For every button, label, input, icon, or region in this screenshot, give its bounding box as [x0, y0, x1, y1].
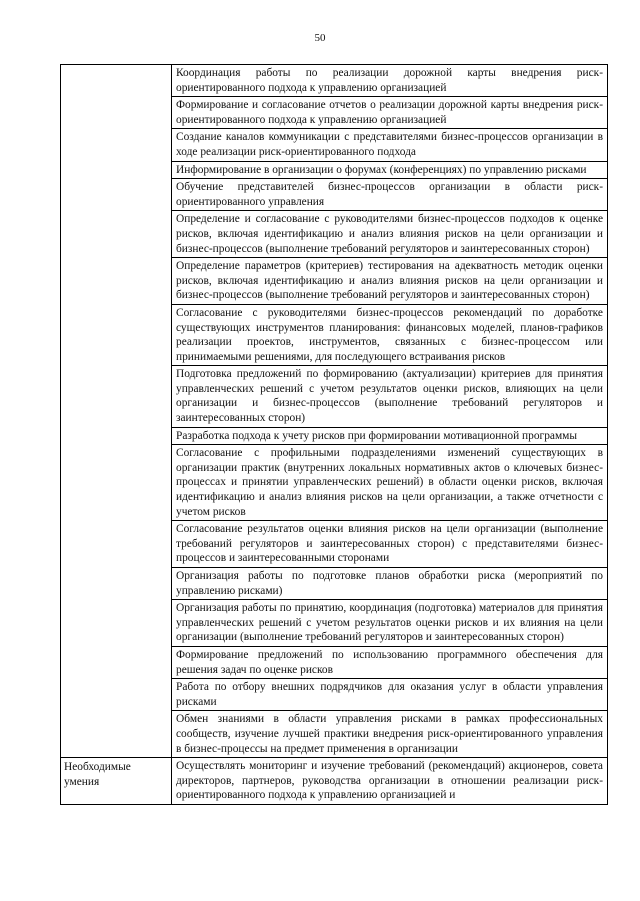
table-row [61, 65, 608, 758]
list-item: Организация работы по принятию, координация (подготовка) материалов для принятия управленческих решений с учетом результатов оценки рисков и их влияния на цели организации (выполнение требований регуляторов и заинтересованных сторон) [172, 600, 607, 647]
competency-table [60, 64, 608, 805]
list-item: Согласование с руководителями бизнес-процессов рекомендаций по доработке существующих инструментов планирования: финансовых моделей, планов-графиков реализации проектов, инструментов, связанных с бизнес-процессом или принимаемыми решениями, для последующего встраивания рисков [172, 305, 607, 366]
list-item: Подготовка предложений по формированию (актуализации) критериев для принятия управленческих решений с учетом результатов оценки рисков, влияющих на цели организации и бизнес-процессов (выполнение требований регуляторов и заинтересованных сторон) [172, 366, 607, 427]
list-item: Работа по отбору внешних подрядчиков для оказания услуг в области управления рисками [172, 679, 607, 711]
row-label-cell: Необходимые умения [61, 758, 172, 805]
list-item: Определение и согласование с руководителями бизнес-процессов подходов к оценке рисков, включая идентификацию и анализ влияния рисков на цели организации и бизнес-процессов (выполнение требований регуляторов и заинтересованных сторон) [172, 211, 607, 258]
row-items-cell [172, 758, 608, 805]
list-item: Согласование результатов оценки влияния рисков на цели организации (выполнение требований регуляторов и заинтересованных сторон) с представителями бизнес-процессов и заинтересованными сторонами [172, 521, 607, 568]
list-item: Формирование предложений по использованию программного обеспечения для решения задач по оценке рисков [172, 647, 607, 679]
table-body [61, 65, 608, 805]
list-item: Разработка подхода к учету рисков при формировании мотивационной программы [172, 428, 607, 446]
row-label-cell [61, 65, 172, 758]
list-item: Обмен знаниями в области управления рисками в рамках профессиональных сообществ, изучение лучшей практики внедрения риск-ориентированного управления в бизнес-процессы на предмет применения в организации [176, 713, 603, 755]
list-item: Формирование и согласование отчетов о реализации дорожной карты внедрения риск-ориентированного подхода к управлению организацией [172, 97, 607, 129]
list-item: Обучение представителей бизнес-процессов организации в области риск-ориентированного управления [172, 179, 607, 211]
list-item: Организация работы по подготовке планов обработки риска (мероприятий по управлению рисками) [172, 568, 607, 600]
page-number: 50 [314, 32, 326, 44]
list-item: Создание каналов коммуникации с представителями бизнес-процессов организации в ходе реализации риск-ориентированного подхода [172, 129, 607, 161]
list-item: Согласование с профильными подразделениями изменений существующих в организации практик (внутренних локальных нормативных актов о ключевых бизнес-процессах и принятии управленческих решений) в области оценки рисков, включая идентификацию и анализ влияния рисков на цели организации, а также отчетности с учетом рисков [172, 445, 607, 521]
list-item: Информирование в организации о форумах (конференциях) по управлению рисками [172, 162, 607, 180]
list-item: Осуществлять мониторинг и изучение требований (рекомендаций) акционеров, совета директоров, партнеров, руководства организации в отношении реализации риск-ориентированного подхода к управлению организацией и [176, 760, 603, 802]
table-row [61, 758, 608, 805]
list-item: Определение параметров (критериев) тестирования на адекватность методик оценки рисков, включая идентификацию и анализ влияния рисков на цели организации и бизнес-процессов (выполнение требований регуляторов и заинтересованных сторон) [172, 258, 607, 305]
row-items-cell [172, 65, 608, 758]
list-item: Координация работы по реализации дорожной карты внедрения риск-ориентированного подхода к управлению организацией [172, 65, 607, 97]
